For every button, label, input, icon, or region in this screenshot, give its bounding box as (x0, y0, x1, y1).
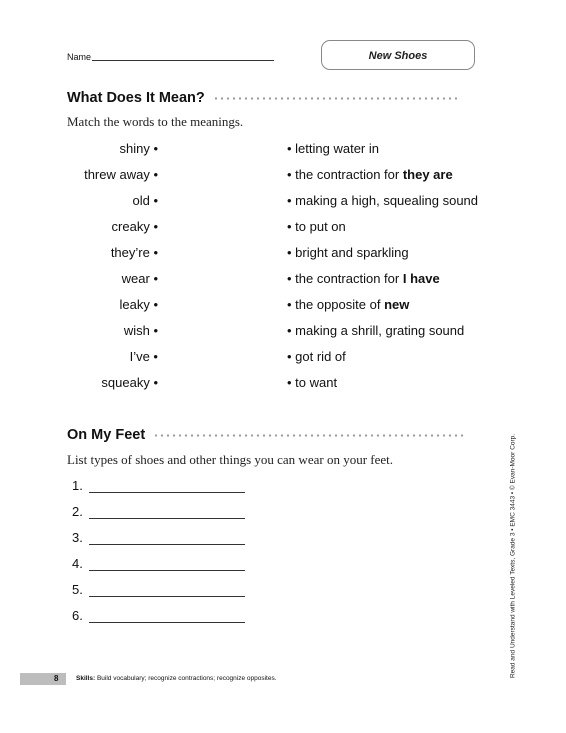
item-number: 6. (72, 608, 83, 623)
match-word[interactable]: leaky • (119, 297, 158, 312)
match-word[interactable]: wear • (121, 271, 158, 286)
skills-text: Build vocabulary; recognize contractions; recognize opposites. (95, 675, 277, 682)
answer-line[interactable] (89, 611, 245, 623)
match-word[interactable]: I’ve • (129, 349, 158, 364)
section-heading-on-my-feet (67, 427, 465, 443)
item-number: 5. (72, 582, 83, 597)
item-number: 2. (72, 504, 83, 519)
skills-label: Skills: (76, 675, 96, 682)
match-word[interactable]: wish • (123, 323, 158, 338)
answer-line[interactable] (89, 559, 245, 571)
match-meaning[interactable]: • letting water in (287, 141, 379, 156)
match-meaning[interactable]: • the opposite of new (287, 297, 410, 312)
match-word[interactable]: threw away • (84, 167, 158, 182)
section-title: What Does It Mean? (67, 90, 205, 106)
dotted-rule (153, 434, 465, 437)
answer-row (72, 556, 245, 571)
page-number-bar (20, 673, 66, 685)
name-field-line[interactable] (92, 60, 274, 61)
dotted-rule (213, 97, 461, 100)
answer-line[interactable] (89, 533, 245, 545)
name-label: Name (67, 52, 92, 62)
skills-note (76, 673, 277, 685)
answer-row (72, 608, 245, 623)
item-number: 1. (72, 478, 83, 493)
list-instruction: List types of shoes and other things you can wear on your feet. (67, 452, 394, 467)
item-number: 4. (72, 556, 83, 571)
page-number: 8 (54, 674, 59, 683)
answer-row (72, 582, 245, 597)
answer-row (72, 504, 245, 519)
item-number: 3. (72, 530, 83, 545)
answer-line[interactable] (89, 507, 245, 519)
match-meaning[interactable]: • the contraction for I have (287, 271, 440, 286)
match-meaning[interactable]: • to want (287, 375, 338, 390)
match-word[interactable]: creaky • (111, 219, 158, 234)
match-meaning[interactable]: • got rid of (287, 349, 346, 364)
answer-line[interactable] (89, 585, 245, 597)
match-meaning[interactable]: • making a high, squealing sound (287, 193, 479, 208)
match-meaning[interactable]: • making a shrill, grating sound (287, 323, 465, 338)
match-meaning[interactable]: • to put on (287, 219, 346, 234)
matching-instruction: Match the words to the meanings. (67, 114, 244, 129)
story-title: New Shoes (368, 50, 428, 62)
match-word[interactable]: old • (132, 193, 158, 208)
match-meaning[interactable]: • bright and sparkling (287, 245, 409, 260)
section-heading-what-does-it-mean (67, 90, 461, 106)
match-word[interactable]: they’re • (110, 245, 158, 260)
answer-row (72, 478, 245, 493)
match-meaning[interactable]: • the contraction for they are (287, 167, 453, 182)
story-title-box (321, 40, 475, 70)
copyright-vertical: Read and Understand with Leveled Texts, Grade 3 • EMC 3443 • © Evan-Moor Corp. (509, 433, 517, 679)
match-word[interactable]: shiny • (119, 141, 158, 156)
match-word[interactable]: squeaky • (101, 375, 158, 390)
answer-line[interactable] (89, 481, 245, 493)
answer-row (72, 530, 245, 545)
section-title: On My Feet (67, 427, 146, 443)
